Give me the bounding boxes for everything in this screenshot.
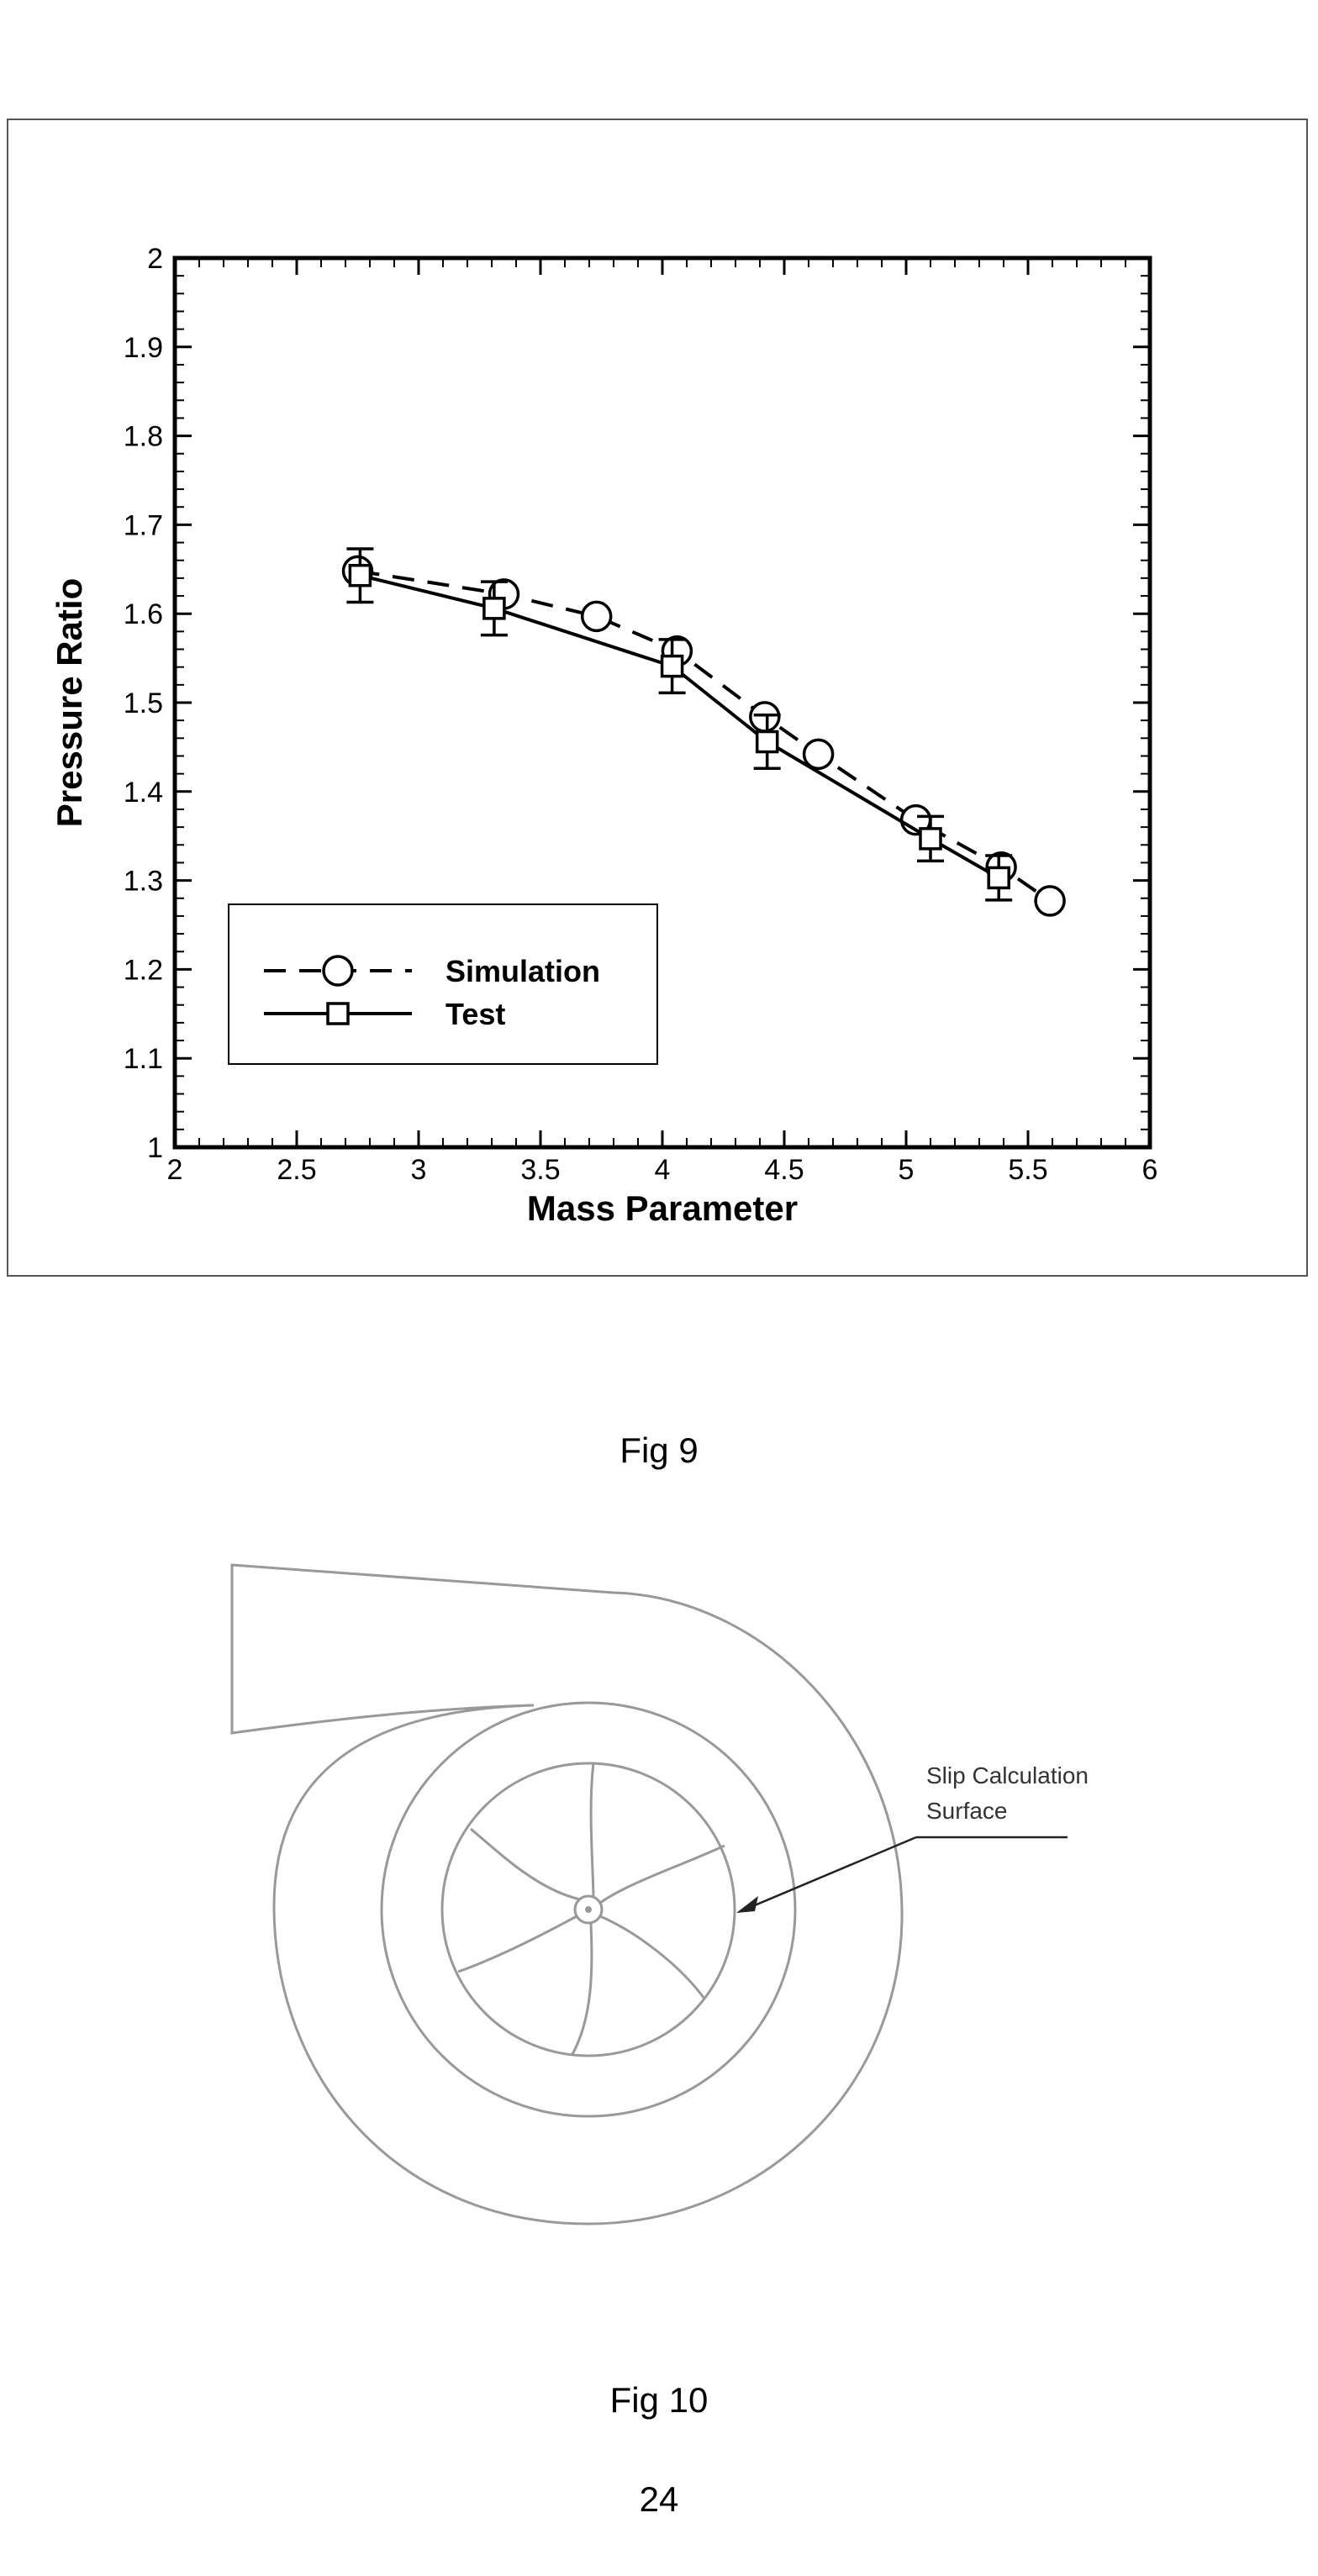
y-tick-label: 2 <box>147 243 163 275</box>
impeller-blade <box>600 1916 704 1999</box>
figure-9-caption: Fig 9 <box>619 1430 699 1470</box>
y-tick-label: 1.6 <box>123 598 163 631</box>
annotation-label-line-2: Surface <box>926 1798 1008 1824</box>
y-tick-label: 1 <box>147 1132 163 1164</box>
figure-10-caption: Fig 10 <box>609 2380 709 2420</box>
x-tick-label: 2 <box>166 1154 183 1186</box>
y-tick-label: 1.9 <box>123 331 163 364</box>
y-axis-title: Pressure Ratio <box>50 577 89 828</box>
y-tick-label: 1.3 <box>123 865 163 898</box>
annotation-arrowhead <box>736 1896 758 1913</box>
x-axis-title: Mass Parameter <box>526 1188 799 1228</box>
impeller-blade <box>471 1829 580 1899</box>
x-tick-label: 2.5 <box>277 1154 317 1186</box>
y-tick-label: 1.8 <box>123 420 163 453</box>
x-tick-label: 6 <box>1141 1154 1158 1186</box>
y-tick-label: 1.7 <box>123 509 163 542</box>
x-tick-label: 3 <box>410 1154 427 1186</box>
x-tick-label: 4 <box>654 1154 671 1186</box>
impeller-blade <box>458 1916 577 1972</box>
impeller-blade <box>572 1923 592 2056</box>
annotation-label-line-1: Slip Calculation <box>926 1762 1089 1788</box>
x-tick-label: 5.5 <box>1008 1154 1048 1186</box>
x-tick-label: 3.5 <box>520 1154 561 1186</box>
legend-label-test: Test <box>445 997 506 1031</box>
y-tick-label: 1.5 <box>123 687 163 719</box>
impeller-blade <box>591 1763 593 1897</box>
y-tick-label: 1.4 <box>123 776 163 809</box>
page-number: 24 <box>639 2479 679 2519</box>
y-tick-label: 1.2 <box>123 954 163 987</box>
impeller-hub-center <box>587 1908 591 1912</box>
legend-label-simulation: Simulation <box>445 954 601 988</box>
x-tick-label: 4.5 <box>764 1154 804 1186</box>
x-tick-label: 5 <box>898 1154 915 1186</box>
y-tick-label: 1.1 <box>123 1043 163 1076</box>
impeller-blade <box>600 1846 725 1903</box>
annotation-arrow-line <box>745 1837 916 1910</box>
